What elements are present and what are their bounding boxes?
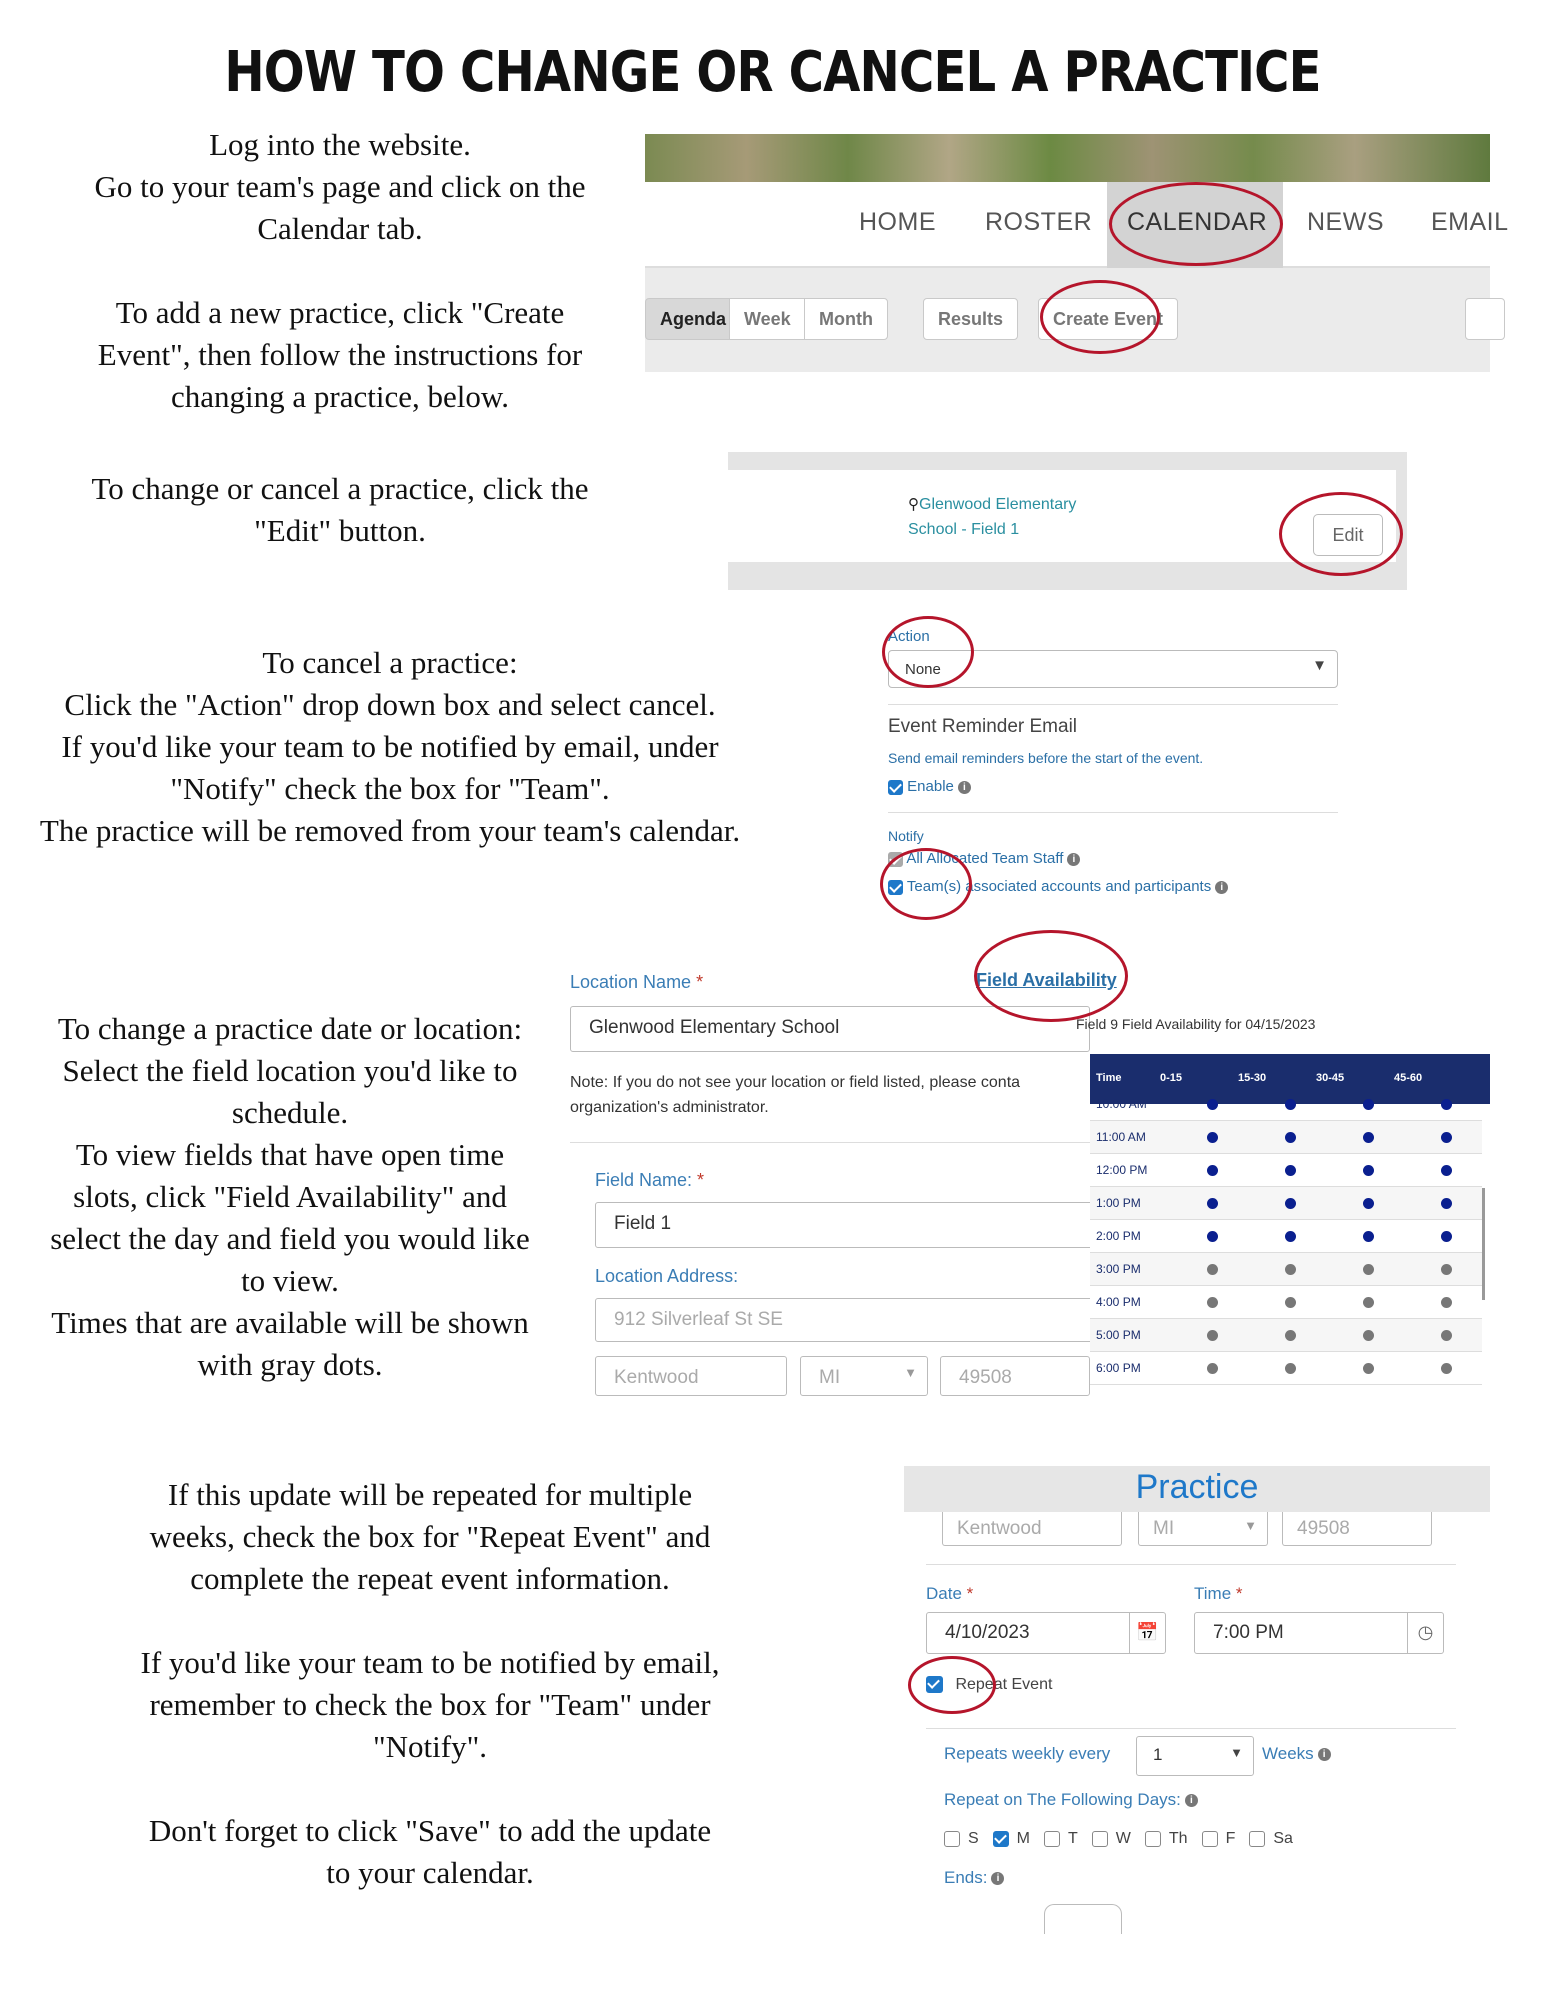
location-name-label: Location Name * (570, 972, 704, 992)
text-line: To add a new practice, click "Create (115, 295, 565, 330)
note-line: Note: If you do not see your location or field listed, please conta (570, 1074, 1021, 1091)
notify-team-row[interactable] (888, 878, 1228, 895)
text-line: to your calendar. (326, 1855, 534, 1890)
day-label: T (1068, 1830, 1078, 1847)
text-line: To change or cancel a practice, click the (91, 471, 589, 506)
chevron-down-icon: ▼ (1244, 1518, 1257, 1533)
open-slot-dot[interactable] (1363, 1330, 1374, 1341)
action-select[interactable] (888, 650, 1338, 688)
event-location[interactable] (908, 492, 1076, 542)
add-instructions (40, 292, 640, 418)
chevron-down-icon: ▼ (904, 1365, 917, 1380)
tab-month[interactable]: Month (804, 298, 888, 340)
time-label: Time * (1194, 1584, 1243, 1603)
text-line: To view fields that have open time (75, 1137, 505, 1172)
availability-title: Field 9 Field Availability for 04/15/2023 (1076, 1016, 1316, 1032)
address-input[interactable]: 912 Silverleaf St SE (595, 1298, 1115, 1342)
time-cell: 1:00 PM (1096, 1196, 1141, 1210)
date-input[interactable] (926, 1612, 1166, 1654)
repeat-event-checkbox[interactable] (926, 1676, 943, 1693)
booked-slot-dot (1363, 1132, 1374, 1143)
info-icon: i (1215, 881, 1228, 894)
day-checkbox[interactable] (993, 1831, 1009, 1847)
column-header: 30-45 (1316, 1072, 1345, 1084)
booked-slot-dot (1285, 1198, 1296, 1209)
column-header: 45-60 (1394, 1072, 1423, 1084)
booked-slot-dot (1441, 1099, 1452, 1110)
day-option[interactable] (1145, 1830, 1188, 1848)
day-checkbox[interactable] (1202, 1831, 1218, 1847)
action-value: None (905, 661, 941, 678)
open-slot-dot[interactable] (1207, 1297, 1218, 1308)
time-cell: 5:00 PM (1096, 1328, 1141, 1342)
open-slot-dot[interactable] (1285, 1330, 1296, 1341)
city-input[interactable]: Kentwood (595, 1356, 787, 1396)
location-form-screenshot (560, 960, 1060, 1388)
notify-staff-row[interactable] (888, 850, 1080, 867)
practice-title: Practice (1135, 1468, 1259, 1506)
time-cell: 4:00 PM (1096, 1295, 1141, 1309)
text-line: If you'd like your team to be notified by email, under (61, 729, 719, 764)
booked-slot-dot (1207, 1099, 1218, 1110)
clock-icon[interactable]: ◷ (1407, 1613, 1443, 1653)
time-cell: 6:00 PM (1096, 1361, 1141, 1375)
availability-row (1090, 1352, 1482, 1385)
text-line: Click the "Action" drop down box and select cancel. (64, 687, 716, 722)
nav-email[interactable]: EMAIL (1431, 208, 1509, 236)
booked-slot-dot (1363, 1099, 1374, 1110)
day-option[interactable] (1249, 1830, 1293, 1848)
text-line: If this update will be repeated for multiple (167, 1477, 693, 1512)
chevron-down-icon: ▼ (1230, 1745, 1243, 1760)
day-option[interactable] (993, 1830, 1030, 1848)
time-cell: 2:00 PM (1096, 1229, 1141, 1243)
time-input[interactable] (1194, 1612, 1444, 1654)
booked-slot-dot (1207, 1132, 1218, 1143)
text-line: If you'd like your team to be notified by email, (140, 1645, 720, 1680)
text-line: Event", then follow the instructions for (97, 337, 583, 372)
edit-button[interactable]: Edit (1313, 514, 1383, 556)
open-slot-dot[interactable] (1285, 1264, 1296, 1275)
booked-slot-dot (1441, 1132, 1452, 1143)
divider (926, 1728, 1456, 1729)
text-line: "Edit" button. (254, 513, 426, 548)
day-checkbox[interactable] (1092, 1831, 1108, 1847)
day-label: W (1115, 1830, 1131, 1847)
day-option[interactable] (1092, 1830, 1131, 1848)
time-cell: 10:00 AM (1096, 1097, 1147, 1111)
text-line: schedule. (231, 1095, 349, 1130)
create-event-button[interactable]: Create Event (1038, 298, 1178, 340)
repeat-count-select[interactable] (1136, 1736, 1254, 1776)
text-line: "Notify". (373, 1729, 487, 1764)
text-line: Don't forget to click "Save" to add the update (148, 1813, 712, 1848)
info-icon: i (958, 781, 971, 794)
text-line: changing a practice, below. (171, 379, 509, 414)
text-line: slots, click "Field Availability" and (73, 1179, 507, 1214)
open-slot-dot[interactable] (1441, 1363, 1452, 1374)
following-days-label: Repeat on The Following Days: i (944, 1790, 1198, 1810)
tab-week[interactable]: Week (729, 298, 806, 340)
text-line: Select the field location you'd like to (62, 1053, 518, 1088)
results-button[interactable]: Results (923, 298, 1018, 340)
open-slot-dot[interactable] (1363, 1297, 1374, 1308)
availability-row (1090, 1187, 1482, 1220)
booked-slot-dot (1441, 1198, 1452, 1209)
field-name-input[interactable]: Field 1 (595, 1202, 1115, 1248)
note-line: organization's administrator. (570, 1099, 769, 1116)
divider (570, 1142, 1090, 1143)
nav-calendar[interactable]: CALENDAR (1127, 208, 1268, 236)
text-line: select the day and field you would like (50, 1221, 530, 1256)
field-name-label: Field Name: * (595, 1170, 705, 1190)
reminder-description: Send email reminders before the start of the event. (888, 750, 1204, 766)
availability-row (1090, 1286, 1482, 1319)
booked-slot-dot (1285, 1231, 1296, 1242)
repeat-event-label: Repeat Event (955, 1676, 1053, 1693)
text-line: "Notify" check the box for "Team". (170, 771, 610, 806)
notify-label: Notify (888, 828, 924, 844)
text-line: with gray dots. (197, 1347, 383, 1382)
team-checkbox[interactable] (888, 880, 903, 895)
location-line: Glenwood Elementary (919, 496, 1077, 513)
city-input[interactable]: Kentwood (942, 1512, 1122, 1546)
info-icon: i (1185, 1794, 1198, 1807)
event-card-screenshot (728, 452, 1407, 590)
toolbar-button-partial[interactable] (1465, 298, 1505, 340)
nav-home[interactable]: HOME (859, 208, 936, 236)
open-slot-dot[interactable] (1285, 1363, 1296, 1374)
ends-select[interactable] (1044, 1904, 1122, 1934)
text-line: Go to your team's page and click on the (94, 169, 586, 204)
day-label: Sa (1273, 1830, 1293, 1847)
divider (926, 1564, 1456, 1565)
nav-roster[interactable]: ROSTER (985, 208, 1093, 236)
location-line: School - Field 1 (908, 521, 1020, 538)
info-icon: i (1318, 1748, 1331, 1761)
divider (888, 812, 1338, 813)
day-picker (944, 1830, 1307, 1848)
time-cell: 11:00 AM (1096, 1130, 1146, 1144)
open-slot-dot[interactable] (1207, 1363, 1218, 1374)
open-slot-dot[interactable] (1207, 1264, 1218, 1275)
repeat-instructions (120, 1474, 740, 1894)
column-header: Time (1096, 1072, 1122, 1084)
text-line: to view. (241, 1263, 339, 1298)
booked-slot-dot (1207, 1198, 1218, 1209)
scrollbar[interactable] (1482, 1188, 1485, 1300)
day-label: M (1016, 1830, 1030, 1847)
date-label: Date * (926, 1584, 974, 1603)
open-slot-dot[interactable] (1441, 1330, 1452, 1341)
open-slot-dot[interactable] (1207, 1330, 1218, 1341)
tab-agenda[interactable]: Agenda (645, 298, 741, 340)
header-photo (645, 134, 1490, 182)
day-checkbox[interactable] (1145, 1831, 1161, 1847)
repeat-form-screenshot (904, 1512, 1490, 1932)
enable-checkbox[interactable] (888, 780, 903, 795)
open-slot-dot[interactable] (1441, 1264, 1452, 1275)
repeat-count-value: 1 (1153, 1745, 1163, 1764)
day-checkbox[interactable] (944, 1831, 960, 1847)
text-line: complete the repeat event information. (190, 1561, 670, 1596)
text-line: The practice will be removed from your team's calendar. (39, 813, 741, 848)
team-nav-bar (645, 182, 1509, 268)
day-label: S (968, 1830, 979, 1847)
open-slot-dot[interactable] (1441, 1297, 1452, 1308)
state-select[interactable] (800, 1356, 928, 1396)
team-label: Team(s) associated accounts and participants (906, 878, 1212, 895)
repeat-event-row[interactable] (926, 1676, 1052, 1694)
chevron-down-icon: ▼ (1312, 657, 1327, 674)
text-line: To cancel a practice: (262, 645, 518, 680)
zip-input[interactable]: 49508 (940, 1356, 1090, 1396)
repeats-every-label: Repeats weekly every (944, 1744, 1111, 1763)
day-option[interactable] (1044, 1830, 1078, 1848)
booked-slot-dot (1207, 1165, 1218, 1176)
action-label: Action (888, 628, 930, 645)
cancel-instructions (10, 642, 770, 852)
edit-instructions (40, 468, 640, 552)
enable-checkbox-row[interactable] (888, 778, 971, 795)
location-name-input[interactable]: Glenwood Elementary School (570, 1006, 1090, 1052)
zip-input[interactable]: 49508 (1282, 1512, 1432, 1546)
text-line: remember to check the box for "Team" under (149, 1687, 711, 1722)
login-instructions (40, 124, 640, 250)
time-cell: 3:00 PM (1096, 1262, 1141, 1276)
nav-news[interactable]: NEWS (1307, 208, 1384, 236)
reminder-title: Event Reminder Email (888, 716, 1078, 737)
text-line: To change a practice date or location: (57, 1011, 523, 1046)
text-line: Calendar tab. (257, 211, 423, 246)
booked-slot-dot (1363, 1165, 1374, 1176)
availability-row (1090, 1154, 1482, 1187)
booked-slot-dot (1207, 1231, 1218, 1242)
availability-row (1090, 1220, 1482, 1253)
booked-slot-dot (1363, 1231, 1374, 1242)
staff-checkbox[interactable] (888, 852, 903, 867)
day-option[interactable] (944, 1830, 979, 1848)
availability-row (1090, 1319, 1482, 1352)
open-slot-dot[interactable] (1363, 1264, 1374, 1275)
info-icon: i (1067, 853, 1080, 866)
column-header: 0-15 (1160, 1072, 1183, 1084)
action-form-screenshot (880, 616, 1360, 936)
time-cell: 12:00 PM (1096, 1163, 1148, 1177)
date-value: 4/10/2023 (945, 1622, 1030, 1643)
availability-row (1090, 1088, 1482, 1121)
calendar-toolbar (645, 268, 1490, 372)
booked-slot-dot (1285, 1099, 1296, 1110)
text-line: Times that are available will be shown (51, 1305, 529, 1340)
text-line: weeks, check the box for "Repeat Event" and (149, 1519, 711, 1554)
booked-slot-dot (1441, 1231, 1452, 1242)
day-label: F (1225, 1830, 1236, 1847)
open-slot-dot[interactable] (1363, 1363, 1374, 1374)
time-value: 7:00 PM (1213, 1622, 1284, 1643)
booked-slot-dot (1441, 1165, 1452, 1176)
map-pin-icon: ⚲ (908, 496, 919, 513)
change-instructions (20, 1008, 560, 1386)
field-availability-link[interactable]: Field Availability (976, 970, 1117, 990)
state-select[interactable] (1138, 1512, 1268, 1546)
day-label: Th (1168, 1830, 1188, 1847)
day-checkbox[interactable] (1249, 1831, 1265, 1847)
calendar-nav-screenshot (645, 134, 1509, 372)
enable-label: Enable (907, 778, 954, 795)
divider (888, 704, 1338, 705)
availability-row (1090, 1121, 1482, 1154)
availability-table (1090, 1054, 1490, 1379)
open-slot-dot[interactable] (1285, 1297, 1296, 1308)
availability-row (1090, 1253, 1482, 1286)
info-icon: i (991, 1872, 1004, 1885)
ends-label: Ends: i (944, 1868, 1004, 1888)
staff-label: All Allocated Team Staff (906, 850, 1064, 867)
event-card (728, 470, 1396, 562)
text-line: Log into the website. (209, 127, 471, 162)
booked-slot-dot (1285, 1132, 1296, 1143)
state-value: MI (819, 1367, 841, 1388)
practice-header (904, 1466, 1490, 1512)
booked-slot-dot (1285, 1165, 1296, 1176)
calendar-icon[interactable]: 📅 (1129, 1613, 1165, 1653)
state-value: MI (1153, 1518, 1175, 1539)
column-header: 15-30 (1238, 1072, 1267, 1084)
location-address-label: Location Address: (595, 1266, 739, 1286)
weeks-label: Weeks i (1262, 1744, 1331, 1764)
booked-slot-dot (1363, 1198, 1374, 1209)
location-note (570, 1070, 1020, 1120)
day-option[interactable] (1202, 1830, 1236, 1848)
page-title: HOW TO CHANGE OR CANCEL A PRACTICE (224, 40, 1321, 105)
day-checkbox[interactable] (1044, 1831, 1060, 1847)
